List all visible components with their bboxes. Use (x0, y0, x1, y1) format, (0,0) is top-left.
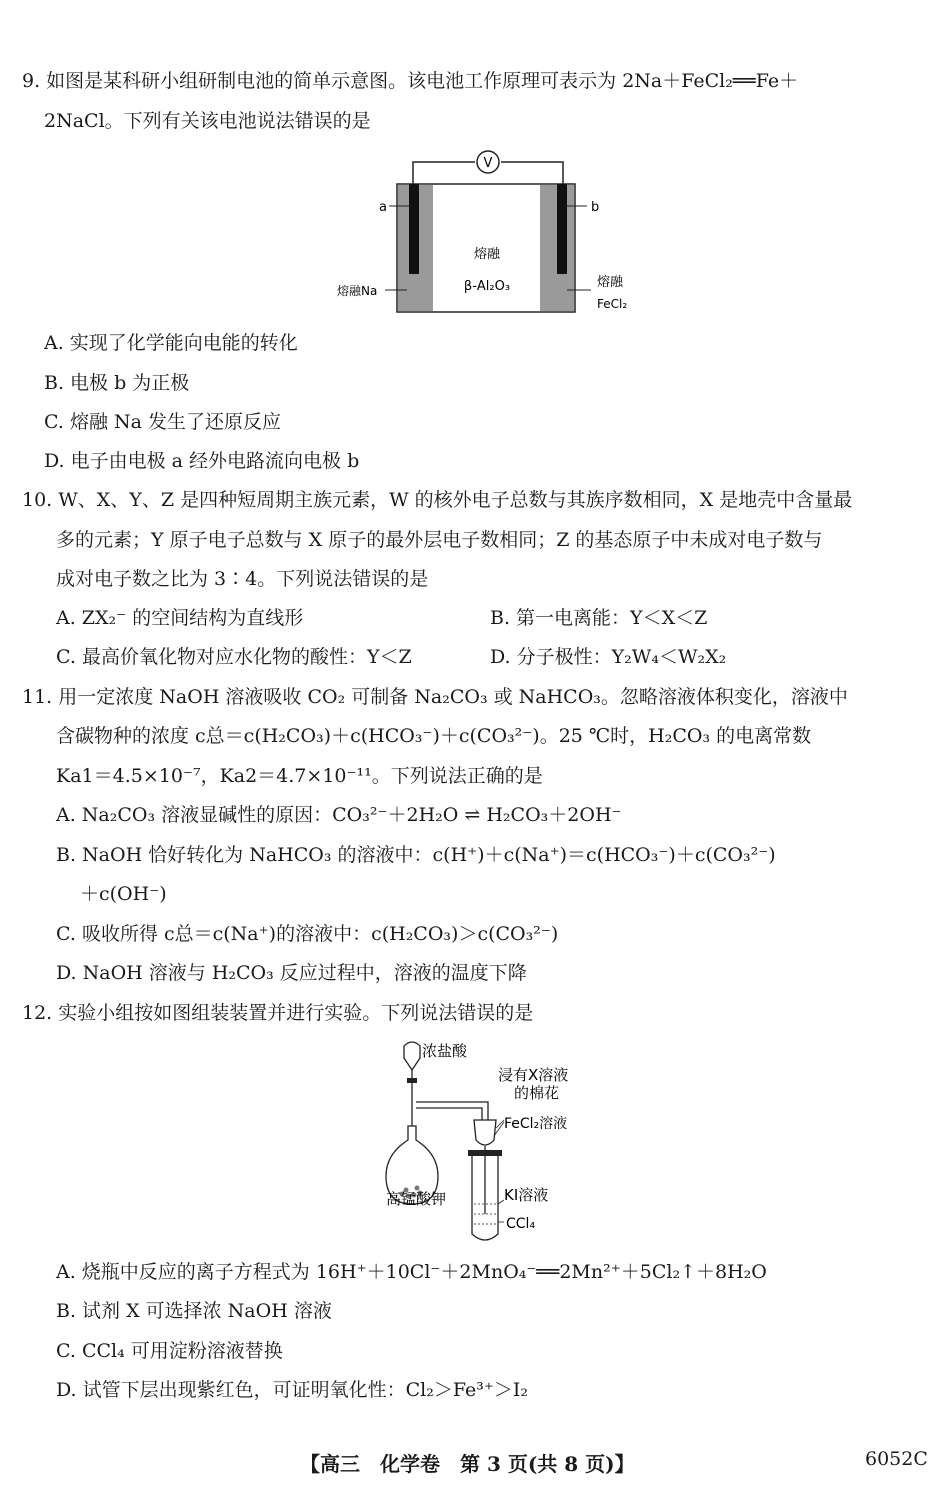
q12-option-b: B. 试剂 X 可选择浓 NaOH 溶液 (56, 1300, 332, 1322)
separatory-funnel-icon (404, 1042, 420, 1070)
voltmeter-label: V (483, 156, 493, 171)
q12-option-a: A. 烧瓶中反应的离子方程式为 16H⁺＋10Cl⁻＋2MnO₄⁻══2Mn²⁺＋5Cl₂↑＋8H₂O (56, 1261, 767, 1283)
right-label-2: FeCl₂ (597, 297, 628, 311)
electrode-a (409, 184, 419, 274)
q11-option-d: D. NaOH 溶液与 H₂CO₃ 反应过程中，溶液的温度下降 (56, 962, 527, 984)
q10-stem-line3: 成对电子数之比为 3∶4。下列说法错误的是 (56, 568, 429, 590)
electrode-b (557, 184, 567, 274)
label-a: a (379, 200, 387, 215)
battery-figure (335, 146, 637, 318)
q12-option-d: D. 试管下层出现紫红色，可证明氧化性：Cl₂＞Fe³⁺＞I₂ (56, 1379, 529, 1401)
q11-option-b-line2: ＋c(OH⁻) (80, 883, 167, 905)
q9-stem-line1: 9. 如图是某科研小组研制电池的简单示意图。该电池工作原理可表示为 2Na＋FeCl₂══Fe＋ (22, 70, 799, 92)
label-b: b (591, 200, 600, 215)
q9-option-c: C. 熔融 Na 发生了还原反应 (44, 411, 281, 433)
cotton-tube-icon (474, 1120, 496, 1145)
fecl2-label: FeCl₂溶液 (504, 1116, 568, 1132)
q12-option-c: C. CCl₄ 可用淀粉溶液替换 (56, 1340, 283, 1362)
ccl4-label: CCl₄ (506, 1216, 536, 1232)
cotton-label-1: 浸有X溶液 (498, 1066, 569, 1084)
q10-stem-line1: 10. W、X、Y、Z 是四种短周期主族元素，W 的核外电子总数与其族序数相同，X 是地壳中含量最 (22, 489, 853, 511)
q10-option-b: B. 第一电离能：Y＜X＜Z (490, 607, 708, 629)
q11-stem-line3: Ka1＝4.5×10⁻⁷，Ka2＝4.7×10⁻¹¹。下列说法正确的是 (56, 765, 543, 787)
q11-option-b-line1: B. NaOH 恰好转化为 NaHCO₃ 的溶液中：c(H⁺)＋c(Na⁺)＝c(HCO₃⁻)＋c(CO₃²⁻) (56, 844, 776, 866)
funnel-label: 浓盐酸 (422, 1042, 468, 1060)
ki-label: KI溶液 (504, 1186, 549, 1204)
q9-option-b: B. 电极 b 为正极 (44, 372, 190, 394)
middle-label-1: 熔融 (473, 247, 501, 262)
q11-option-c: C. 吸收所得 c总＝c(Na⁺)的溶液中：c(H₂CO₃)＞c(CO₃²⁻) (56, 923, 559, 945)
cotton-label-2: 的棉花 (514, 1084, 560, 1102)
footer-title: 【高三 化学卷 第 3 页(共 8 页)】 (300, 1452, 635, 1476)
apparatus-figure (384, 1036, 600, 1244)
left-electrolyte-label: 熔融Na (337, 284, 378, 298)
q9-option-a: A. 实现了化学能向电能的转化 (44, 332, 298, 354)
q11-option-a: A. Na₂CO₃ 溶液显碱性的原因：CO₃²⁻＋2H₂O ⇌ H₂CO₃＋2OH⁻ (56, 804, 622, 826)
flask-label: 高锰酸钾 (386, 1190, 447, 1208)
q9-stem-line2: 2NaCl。下列有关该电池说法错误的是 (44, 110, 371, 132)
footer-code: 6052C (865, 1448, 928, 1470)
middle-label-2: β-Al₂O₃ (463, 279, 511, 294)
q10-stem-line2: 多的元素；Y 原子电子总数与 X 原子的最外层电子数相同；Z 的基态原子中未成对电子数与 (56, 529, 823, 551)
q11-stem-line2: 含碳物种的浓度 c总＝c(H₂CO₃)＋c(HCO₃⁻)＋c(CO₃²⁻)。25 ℃时，H₂CO₃ 的电离常数 (56, 725, 812, 747)
q11-stem-line1: 11. 用一定浓度 NaOH 溶液吸收 CO₂ 可制备 Na₂CO₃ 或 NaHCO₃。忽略溶液体积变化，溶液中 (22, 686, 848, 708)
q10-option-d: D. 分子极性：Y₂W₄＜W₂X₂ (490, 646, 727, 668)
q10-option-a: A. ZX₂⁻ 的空间结构为直线形 (56, 607, 304, 629)
right-label-1: 熔融 (597, 275, 624, 290)
q12-stem: 12. 实验小组按如图组装装置并进行实验。下列说法错误的是 (22, 1002, 534, 1024)
q10-option-c: C. 最高价氧化物对应水化物的酸性：Y＜Z (56, 646, 412, 668)
q9-option-d: D. 电子由电极 a 经外电路流向电极 b (44, 450, 360, 472)
